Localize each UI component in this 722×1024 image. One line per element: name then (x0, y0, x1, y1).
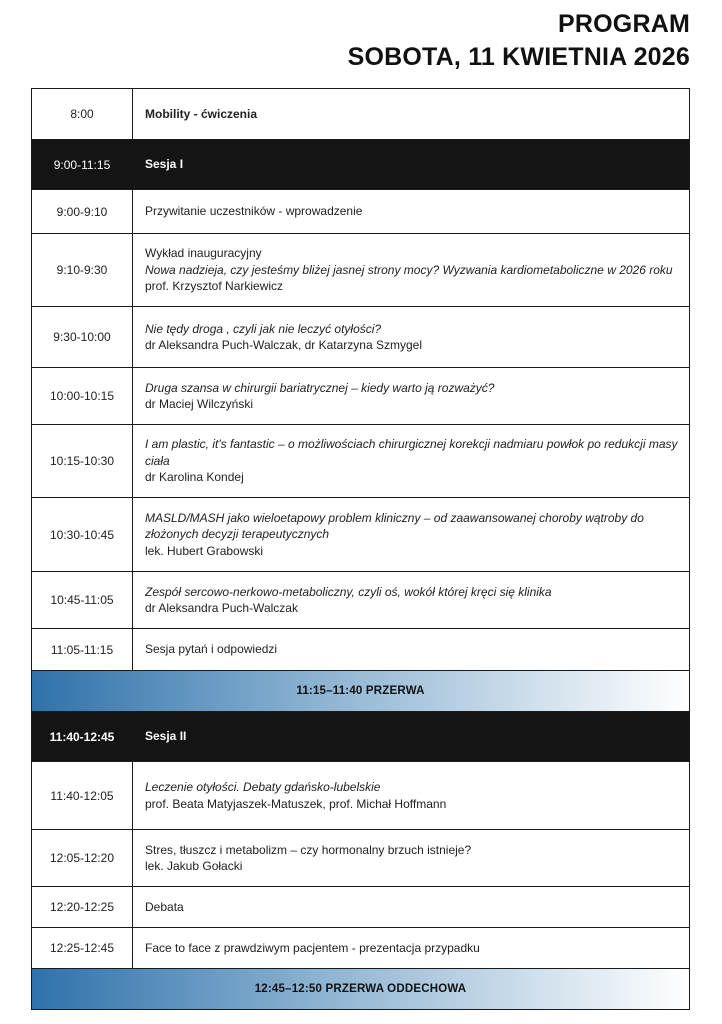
session-title: Sesja II (145, 729, 187, 744)
session-time: 9:00-11:15 (32, 140, 133, 189)
row-time: 10:30-10:45 (32, 498, 133, 571)
row-title: Leczenie otyłości. Debaty gdańsko-lubelskie (145, 780, 381, 794)
row-speaker: dr Aleksandra Puch-Walczak, dr Katarzyna Szmygel (145, 338, 423, 352)
row-content (133, 498, 689, 571)
schedule-row (32, 189, 689, 233)
row-content (133, 425, 689, 497)
schedule-row (32, 571, 689, 628)
row-speaker: prof. Krzysztof Narkiewicz (145, 279, 284, 294)
schedule-row (32, 497, 689, 571)
row-content (133, 307, 689, 367)
row-title: Mobility - ćwiczenia (145, 106, 258, 121)
row-content (133, 572, 689, 628)
row-content (133, 234, 689, 306)
schedule-row (32, 367, 689, 424)
row-content (133, 762, 689, 829)
row-title: Zespół sercowo-nerkowo-metaboliczny, czyli oś, wokół której kręci się klinika (145, 584, 552, 599)
row-title: Sesja pytań i odpowiedzi (145, 642, 278, 657)
session-header-2 (32, 711, 689, 761)
row-title: Debata (145, 899, 184, 914)
schedule-row (32, 886, 689, 927)
row-title: I am plastic, it's fantastic – o możliwościach chirurgicznej korekcji nadmiaru powłok po redukcji masy ciała (145, 437, 678, 468)
row-time: 10:45-11:05 (32, 572, 133, 628)
row-title: Nie tędy droga , czyli jak nie leczyć otyłości? (145, 321, 382, 336)
break-banner (32, 968, 689, 1009)
row-title: Przywitanie uczestników - wprowadzenie (145, 204, 363, 219)
schedule-table (31, 88, 690, 1010)
row-time: 10:15-10:30 (32, 425, 133, 497)
session-time: 11:40-12:45 (32, 712, 133, 761)
row-title: Druga szansa w chirurgii bariatrycznej – kiedy warto ją rozważyć? (145, 380, 495, 395)
schedule-row-mobility (32, 89, 689, 139)
row-content (133, 928, 689, 968)
row-time: 9:10-9:30 (32, 234, 133, 306)
row-content (133, 89, 689, 139)
break-banner (32, 670, 689, 711)
schedule-row (32, 761, 689, 829)
session-header-1 (32, 139, 689, 189)
row-content (133, 887, 689, 927)
program-title: PROGRAM (558, 10, 690, 38)
row-title: Face to face z prawdziwym pacjentem - prezentacja przypadku (145, 940, 480, 955)
row-title: Stres, tłuszcz i metabolizm – czy hormonalny brzuch istnieje? (145, 842, 472, 857)
program-date: SOBOTA, 11 KWIETNIA 2026 (347, 43, 690, 71)
schedule-row (32, 306, 689, 367)
row-time: 9:30-10:00 (32, 307, 133, 367)
schedule-row (32, 424, 689, 497)
row-content (133, 629, 689, 670)
session-title: Sesja I (145, 157, 184, 172)
row-title: Nowa nadzieja, czy jesteśmy bliżej jasnej strony mocy? Wyzwania kardiometaboliczne w 2026 roku (145, 262, 673, 277)
break-label: 11:15–11:40 PRZERWA (296, 685, 425, 697)
row-speaker: prof. Beata Matyjaszek-Matuszek, prof. Michał Hoffmann (145, 796, 447, 811)
row-time: 11:05-11:15 (32, 629, 133, 670)
row-time: 9:00-9:10 (32, 190, 133, 233)
session-content (133, 712, 689, 761)
row-speaker: dr Karolina Kondej (145, 470, 244, 485)
session-content (133, 140, 689, 189)
row-content (133, 190, 689, 233)
row-speaker: dr Aleksandra Puch-Walczak (145, 601, 298, 615)
row-time: 11:40-12:05 (32, 762, 133, 829)
row-time: 12:25-12:45 (32, 928, 133, 968)
row-title: MASLD/MASH jako wieloetapowy problem kliniczny – od zaawansowanej choroby wątroby do złożonych decyzji terapeutycznych (145, 510, 644, 542)
schedule-row (32, 927, 689, 968)
row-label: Wykład inauguracyjny (145, 246, 262, 261)
schedule-row (32, 628, 689, 670)
row-speaker: dr Maciej Wilczyński (145, 397, 254, 411)
row-speaker: lek. Jakub Gołacki (145, 859, 243, 873)
page-header (348, 8, 690, 74)
row-time: 12:20-12:25 (32, 887, 133, 927)
row-time: 10:00-10:15 (32, 368, 133, 424)
break-label: 12:45–12:50 PRZERWA ODDECHOWA (254, 983, 467, 995)
row-speaker: lek. Hubert Grabowski (145, 543, 264, 558)
row-content (133, 368, 689, 424)
row-content (133, 830, 689, 886)
row-time: 8:00 (32, 89, 133, 139)
row-time: 12:05-12:20 (32, 830, 133, 886)
schedule-row (32, 233, 689, 306)
schedule-row (32, 829, 689, 886)
